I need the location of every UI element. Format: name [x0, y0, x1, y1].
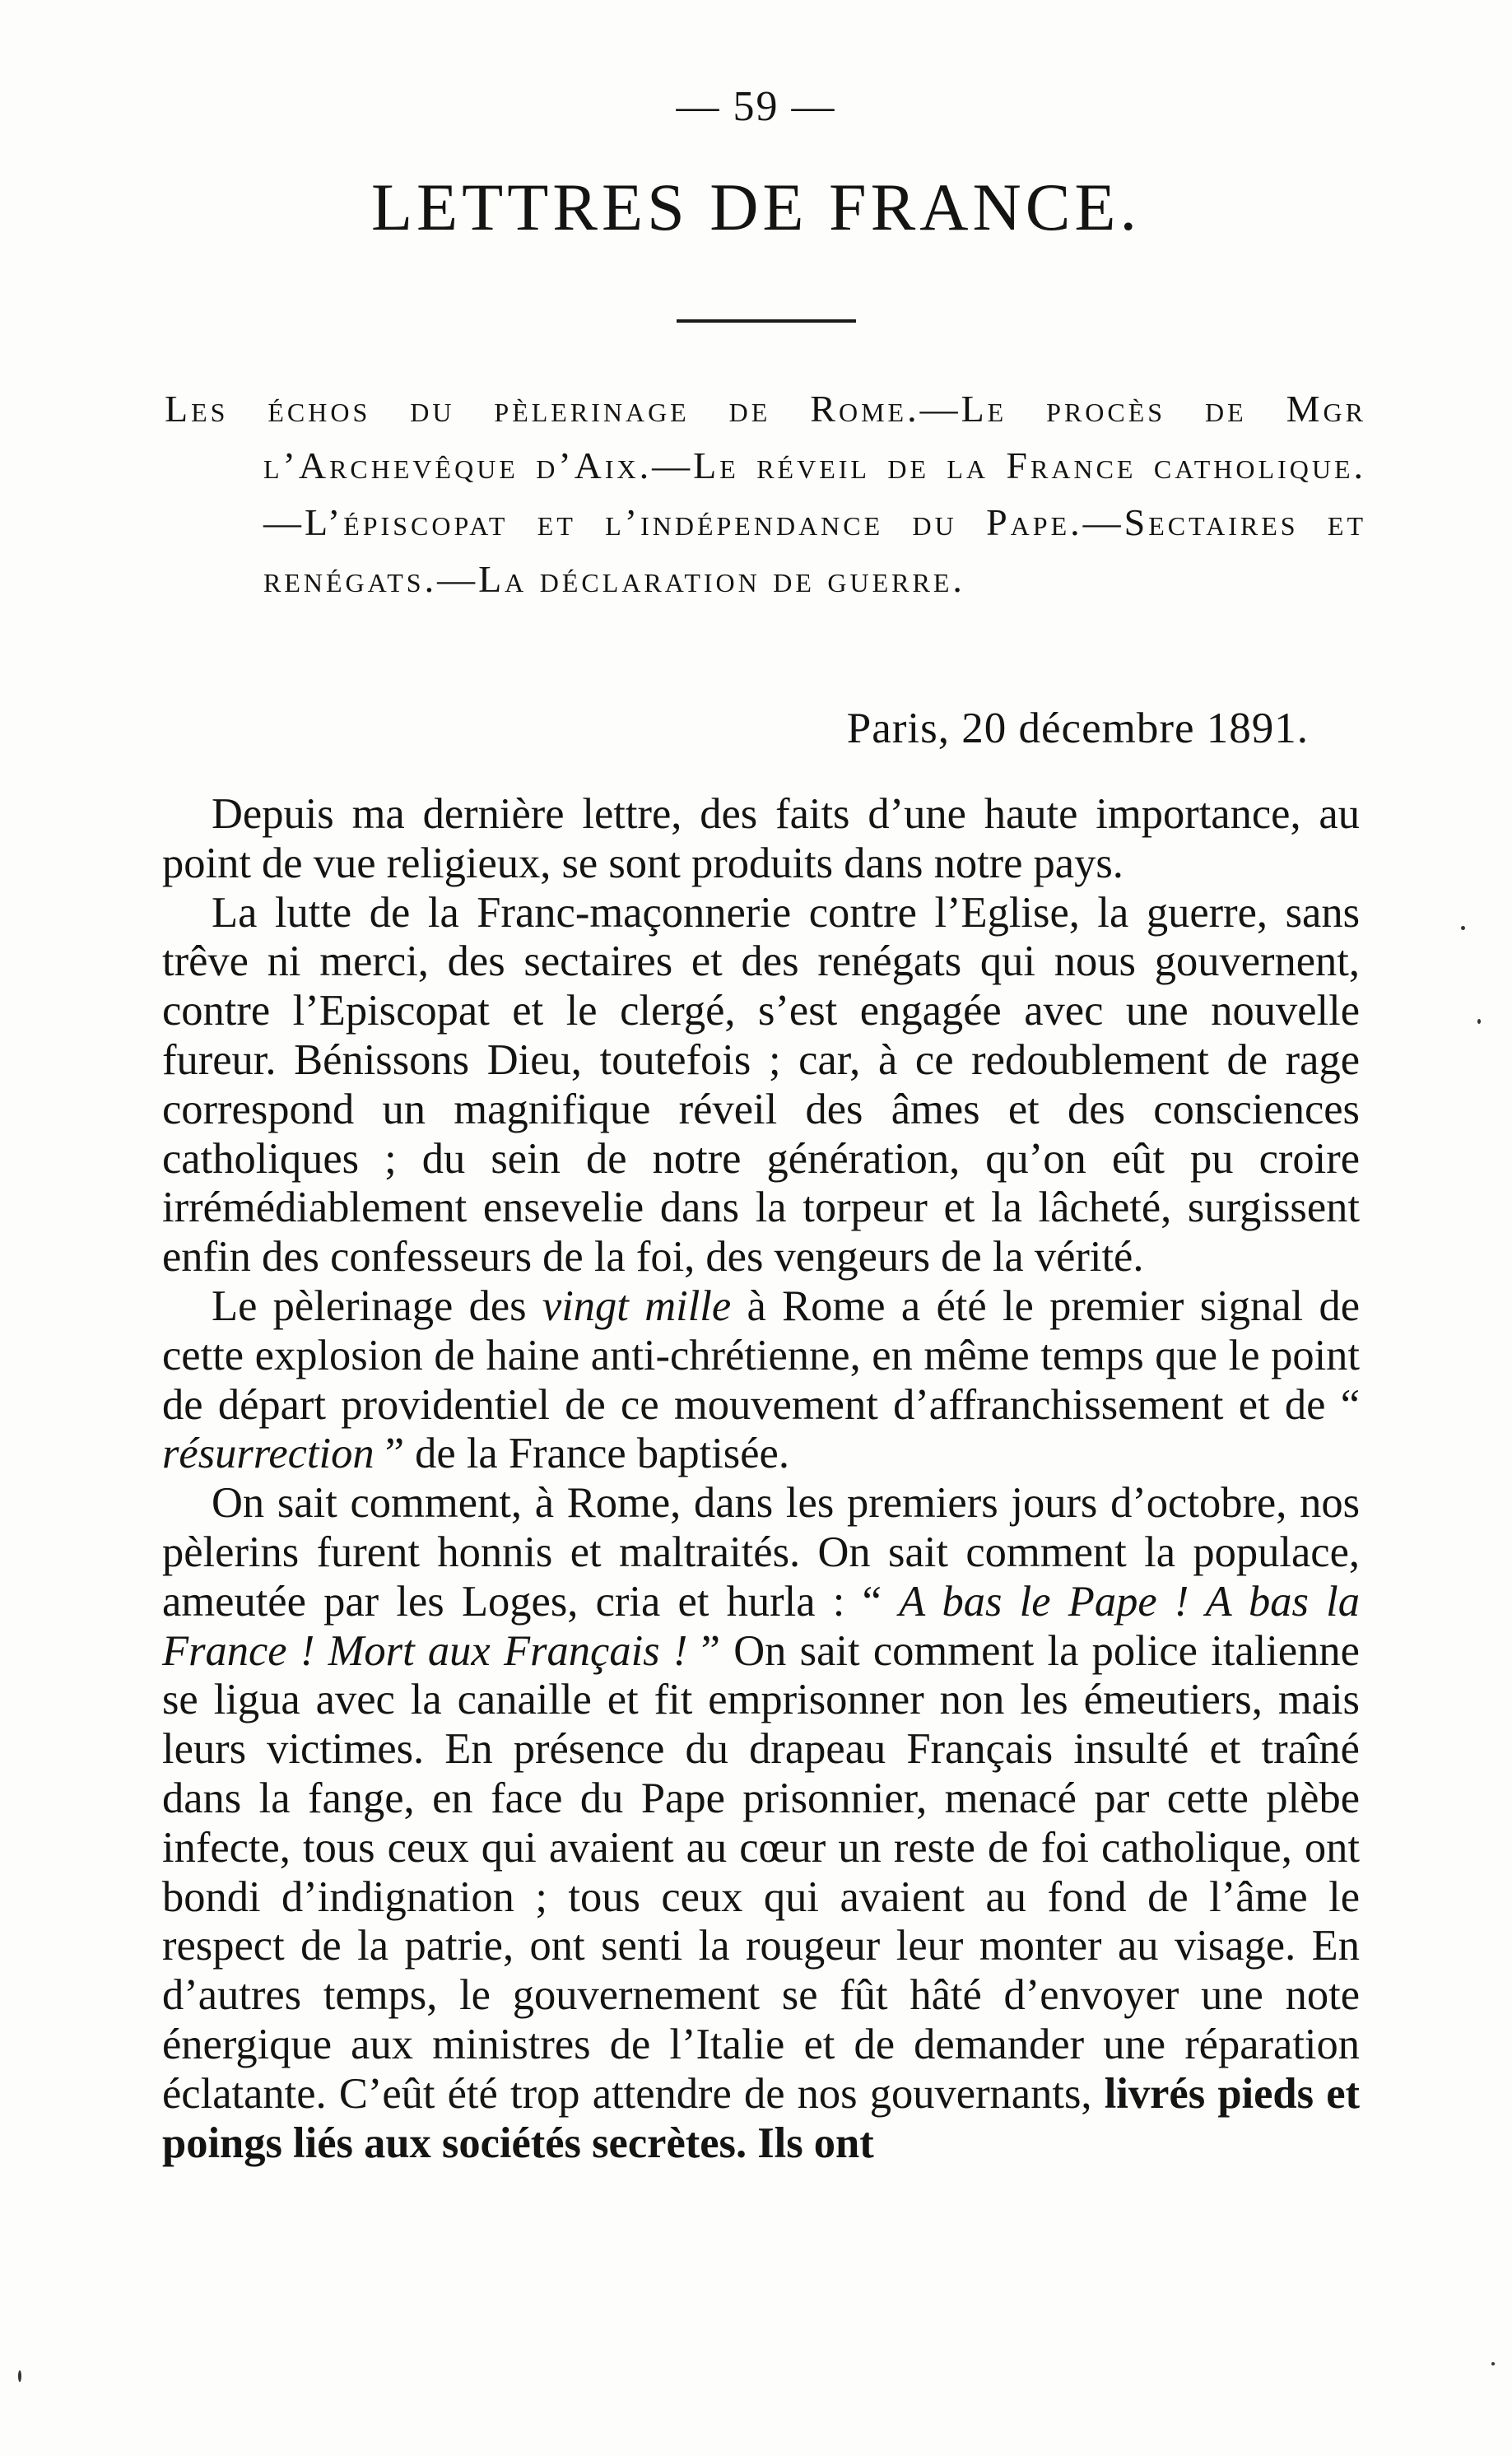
- paragraph-3-italic-vingt-mille: vingt mille: [542, 1281, 732, 1330]
- print-speck: [1477, 1019, 1481, 1024]
- title-divider: [677, 319, 856, 323]
- paragraph-4: [162, 1479, 1360, 2168]
- print-speck: [18, 2370, 21, 2382]
- paragraph-3: [162, 1282, 1360, 1479]
- body-text: [162, 790, 1360, 2168]
- paragraph-4-text-a: On sait comment, à Rome, dans les premiers jours d’octobre, nos pèlerins furent honnis et maltraités. On sait comment la populace, ameutée par les Loges, cria et hurla : “: [162, 1479, 1360, 1626]
- paragraph-4-text-c: ” On sait comment la police italienne se ligua avec la canaille et fit emprisonner non les émeutiers, mais leurs victimes. En présence du drapeau Français insulté et traîné dans la fange, en face du Pape prisonnier, menacé par cette plèbe infecte, tous ceux qui avaient au cœur un reste de foi catholique, ont bondi d’indignation ; tous ceux qui avaient au fond de l’âme le respect de la patrie, ont senti la rougeur leur monter au visage. En d’autres temps, le gouvernement se fût hâté d’envoyer une note énergique aux ministres de l’Italie et de demander une réparation éclatante. C’eût été trop attendre de nos gouvernants,: [162, 1626, 1360, 2118]
- dateline: Paris, 20 décembre 1891.: [846, 705, 1309, 752]
- paragraph-4-bold-tail: livrés pieds et poings liés aux sociétés secrètes. Ils ont: [162, 2069, 1360, 2167]
- paragraph-2: La lutte de la Franc-maçonnerie contre l’Eglise, la guerre, sans trêve ni merci, des sectaires et des renégats qui nous gouvernent, contre l’Episcopat et le clergé, s’est engagée avec une nouvelle fureur. Bénissons Dieu, toutefois ; car, à ce redoublement de rage correspond un magnifique réveil des âmes et des consciences catholiques ; du sein de notre génération, qu’on eût pu croire irrémédiablement ensevelie dans la torpeur et la lâcheté, surgissent enfin des confesseurs de la foi, des vengeurs de la vérité.: [162, 888, 1360, 1281]
- paragraph-3-text-c: à Rome a été le premier signal de cette explosion de haine anti-chrétienne, en même temps que le point de départ providentiel de ce mouvement d’affranchissement et de “: [162, 1281, 1360, 1429]
- paragraph-3-text-a: Le pèlerinage des: [212, 1281, 542, 1330]
- print-speck: [1461, 926, 1465, 930]
- chapter-summary: Les échos du pèlerinage de Rome.—Le procès de Mgr l’Archevêque d’Aix.—Le réveil de la France catholique.—L’épiscopat et l’indépendance du Pape.—Sectaires et renégats.—La déclaration de guerre.: [165, 388, 1366, 600]
- print-speck: [1491, 2362, 1495, 2365]
- paragraph-1: Depuis ma dernière lettre, des faits d’une haute importance, au point de vue religieux, se sont produits dans notre pays.: [162, 790, 1360, 887]
- paragraph-4-italic-quote: A bas le Pape ! A bas la France ! Mort aux Français !: [162, 1577, 1360, 1675]
- paragraph-3-italic-resurrection: résurrection: [162, 1430, 375, 1478]
- paragraph-3-text-e: ” de la France baptisée.: [374, 1430, 789, 1478]
- page-title: LETTRES DE FRANCE.: [370, 170, 1142, 244]
- page-number: — 59 —: [676, 83, 836, 130]
